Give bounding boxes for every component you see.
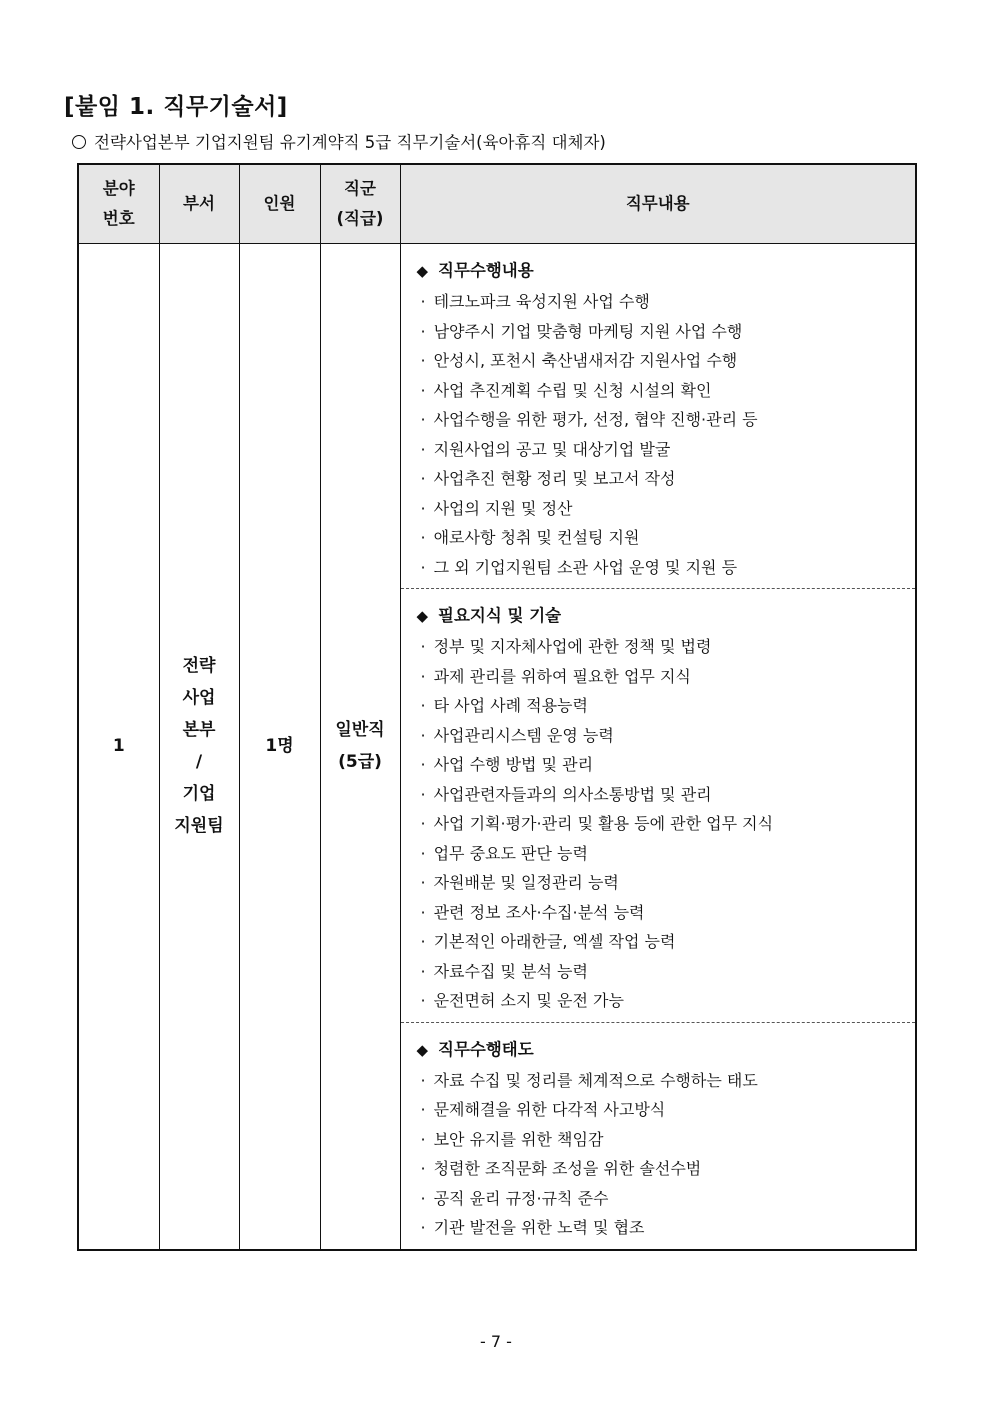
header-field-no-line2: 번호 [102, 209, 135, 228]
list-item [417, 346, 900, 376]
list-item-text: 정부 및 지자체사업에 관한 정책 및 법령 [433, 637, 712, 656]
cell-count: 1명 [239, 244, 320, 1250]
cell-field-no: 1 [78, 244, 159, 1250]
job-description-table [77, 163, 917, 1251]
list-item-text: 지원사업의 공고 및 대상기업 발굴 [433, 439, 671, 459]
list-item [417, 1154, 900, 1184]
list-item [417, 405, 900, 435]
list-item-text: 사업관리시스템 운영 능력 [433, 725, 614, 745]
middle-dot-icon: · [420, 1070, 426, 1090]
list-item [417, 986, 900, 1016]
dept-line: / [195, 752, 203, 773]
dept-line: 전략 [182, 656, 216, 677]
middle-dot-icon: · [420, 498, 426, 518]
duty-section [401, 588, 916, 1022]
list-item-text: 관련 정보 조사·수집·분석 능력 [433, 902, 645, 922]
middle-dot-icon: · [420, 1218, 426, 1237]
list-item [417, 494, 900, 524]
duty-section [401, 1022, 916, 1249]
list-item-text: 기관 발전을 위한 노력 및 협조 [433, 1218, 645, 1237]
list-item [417, 1095, 900, 1125]
list-item-text: 안성시, 포천시 축산냄새저감 지원사업 수행 [433, 351, 738, 370]
list-item [417, 662, 900, 692]
middle-dot-icon: · [420, 814, 426, 833]
diamond-bullet-icon: ◆ [416, 1040, 429, 1059]
cell-grade [320, 244, 400, 1250]
list-item [417, 868, 900, 898]
list-item-text: 남양주시 기업 맞춤형 마케팅 지원 사업 수행 [433, 321, 743, 341]
list-item [417, 927, 900, 957]
middle-dot-icon: · [420, 351, 426, 370]
list-item [417, 721, 900, 751]
cell-dept [159, 244, 239, 1250]
list-item [417, 809, 900, 839]
list-item-text: 애로사항 청취 및 컨설팅 지원 [433, 528, 640, 547]
list-item [417, 632, 900, 662]
list-item [417, 1213, 900, 1243]
list-item-text: 문제해결을 위한 다각적 사고방식 [433, 1100, 666, 1119]
middle-dot-icon: · [420, 961, 426, 981]
middle-dot-icon: · [420, 991, 426, 1010]
list-item-text: 업무 중요도 판단 능력 [433, 843, 588, 863]
section-title-text: 직무수행내용 [438, 261, 534, 280]
document-heading: [붙임 1. 직무기술서] [64, 94, 288, 120]
list-item-text: 사업추진 현황 정리 및 보고서 작성 [433, 469, 676, 488]
list-item-text: 그 외 기업지원팀 소관 사업 운영 및 지원 등 [433, 557, 738, 577]
list-item-text: 테크노파크 육성지원 사업 수행 [433, 292, 650, 311]
middle-dot-icon: · [420, 1159, 426, 1178]
table-header-row [78, 164, 916, 244]
header-dept: 부서 [159, 164, 239, 244]
header-duties: 직무내용 [400, 164, 916, 244]
list-item [417, 553, 900, 583]
grade-line: 일반직 [335, 720, 385, 741]
list-item [417, 1184, 900, 1214]
middle-dot-icon: · [420, 696, 426, 715]
list-item-text: 사업관련자들과의 의사소통방법 및 관리 [433, 784, 712, 804]
cell-duties [400, 244, 916, 1250]
header-count: 인원 [239, 164, 320, 244]
grade-line: (5급) [338, 752, 382, 773]
list-item [417, 780, 900, 810]
middle-dot-icon: · [420, 1129, 426, 1149]
middle-dot-icon: · [420, 725, 426, 745]
list-item-text: 기본적인 아래한글, 엑셀 작업 능력 [433, 932, 676, 951]
dept-line: 사업 [182, 688, 216, 709]
list-item [417, 750, 900, 780]
subheading-text: 전략사업본부 기업지원팀 유기계약직 5급 직무기술서(육아휴직 대체자) [94, 133, 606, 152]
duty-section [401, 244, 916, 588]
section-title [417, 601, 900, 631]
section-title [417, 256, 900, 286]
header-field-no [78, 164, 159, 244]
section-title-text: 필요지식 및 기술 [438, 606, 562, 625]
middle-dot-icon: · [420, 843, 426, 863]
middle-dot-icon: · [420, 380, 426, 400]
list-item [417, 464, 900, 494]
list-item [417, 1066, 900, 1096]
middle-dot-icon: · [420, 469, 426, 488]
list-item-text: 자료 수집 및 정리를 체계적으로 수행하는 태도 [433, 1070, 758, 1090]
list-item-text: 사업의 지원 및 정산 [433, 498, 573, 518]
header-field-no-line1: 분야 [102, 179, 135, 198]
middle-dot-icon: · [420, 755, 426, 774]
middle-dot-icon: · [420, 439, 426, 459]
diamond-bullet-icon: ◆ [416, 607, 429, 625]
duty-sections [401, 244, 916, 1249]
list-item-text: 사업수행을 위한 평가, 선정, 협약 진행·관리 등 [433, 410, 758, 429]
list-item-text: 자원배분 및 일정관리 능력 [433, 873, 619, 892]
list-item-text: 운전면허 소지 및 운전 가능 [433, 991, 624, 1010]
dept-line: 지원팀 [174, 816, 224, 837]
middle-dot-icon: · [420, 557, 426, 577]
list-item-text: 사업 기획·평가·관리 및 활용 등에 관한 업무 지식 [433, 814, 774, 833]
circle-bullet-icon [72, 135, 86, 149]
middle-dot-icon: · [420, 321, 426, 341]
page-number: - 7 - [480, 1332, 512, 1351]
middle-dot-icon: · [420, 410, 426, 429]
list-item-text: 공직 윤리 규정·규칙 준수 [433, 1188, 609, 1208]
header-grade-line2: (직급) [336, 209, 384, 228]
list-item-text: 보안 유지를 위한 책임감 [433, 1129, 604, 1149]
middle-dot-icon: · [420, 528, 426, 547]
list-item [417, 376, 900, 406]
middle-dot-icon: · [420, 1100, 426, 1119]
dept-line: 본부 [182, 720, 216, 741]
diamond-bullet-icon: ◆ [416, 262, 429, 280]
dept-line: 기업 [182, 784, 216, 805]
list-item [417, 1125, 900, 1155]
middle-dot-icon: · [420, 637, 426, 656]
list-item-text: 타 사업 사례 적용능력 [433, 696, 588, 715]
middle-dot-icon: · [420, 292, 426, 311]
list-item [417, 957, 900, 987]
middle-dot-icon: · [420, 666, 426, 686]
middle-dot-icon: · [420, 902, 426, 922]
header-grade-line1: 직군 [344, 179, 376, 198]
table-row [78, 244, 916, 1250]
header-grade [320, 164, 400, 244]
list-item-text: 사업 수행 방법 및 관리 [433, 755, 594, 774]
section-title [417, 1035, 900, 1065]
middle-dot-icon: · [420, 784, 426, 804]
list-item [417, 898, 900, 928]
list-item [417, 435, 900, 465]
list-item-text: 사업 추진계획 수립 및 신청 시설의 확인 [433, 380, 712, 400]
list-item [417, 523, 900, 553]
list-item [417, 839, 900, 869]
list-item [417, 287, 900, 317]
section-title-text: 직무수행태도 [438, 1039, 534, 1059]
list-item-text: 청렴한 조직문화 조성을 위한 솔선수범 [433, 1159, 702, 1178]
list-item-text: 과제 관리를 위하여 필요한 업무 지식 [433, 666, 691, 686]
middle-dot-icon: · [420, 873, 426, 892]
list-item [417, 317, 900, 347]
list-item [417, 691, 900, 721]
list-item-text: 자료수집 및 분석 능력 [433, 961, 588, 981]
middle-dot-icon: · [420, 1188, 426, 1208]
middle-dot-icon: · [420, 932, 426, 951]
document-subheading [72, 129, 606, 153]
